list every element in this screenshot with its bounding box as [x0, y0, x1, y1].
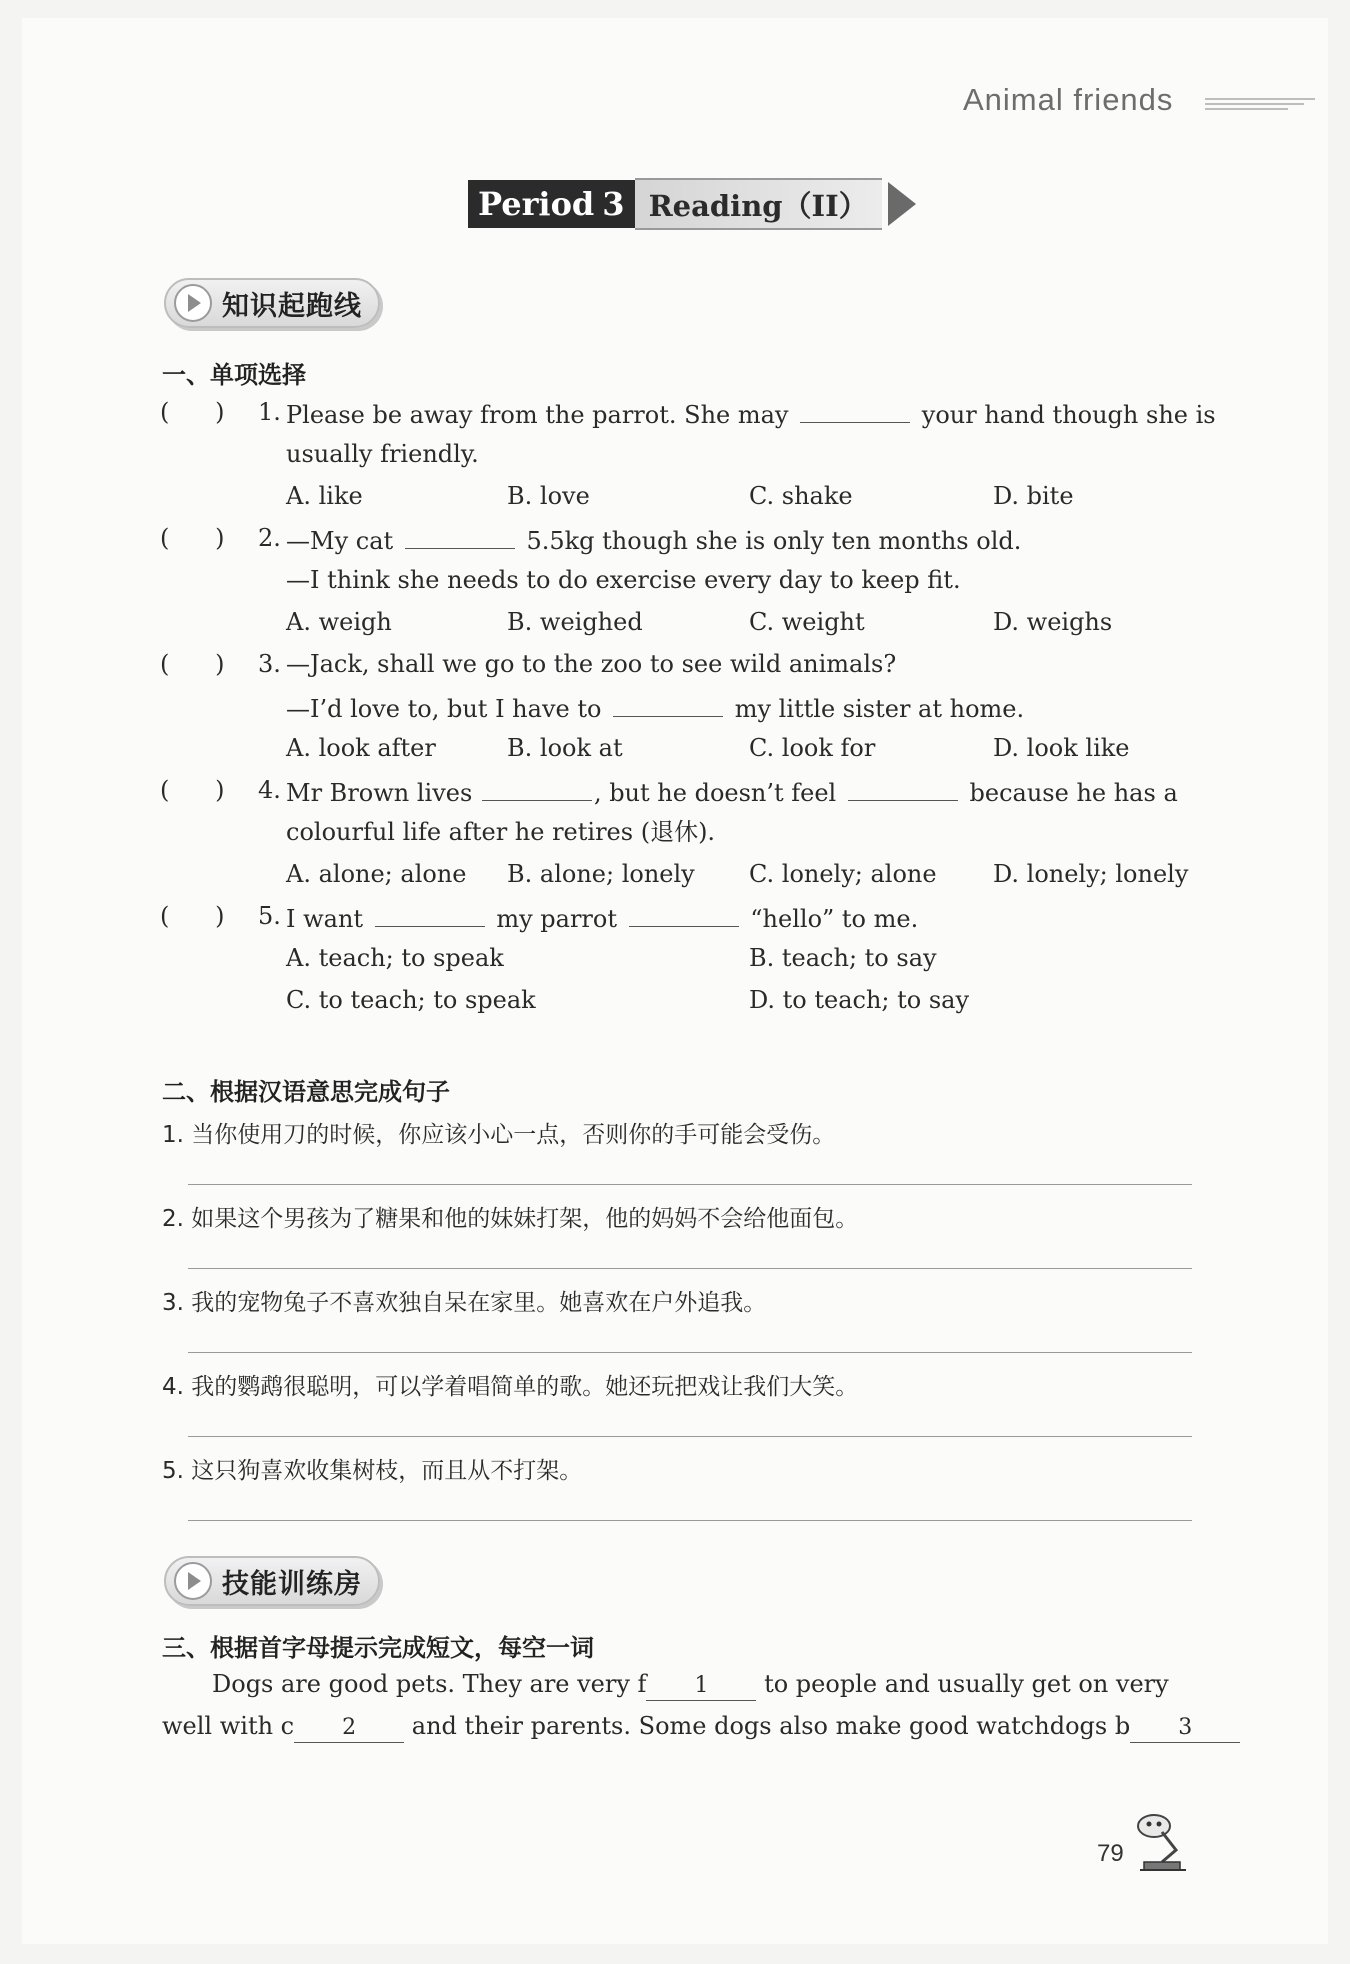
stem-text: my parrot [496, 905, 617, 933]
translation-item: 1. 当你使用刀的时候，你应该小心一点，否则你的手可能会受伤。 [162, 1122, 836, 1148]
option[interactable]: D. weighs [993, 608, 1113, 636]
option[interactable]: C. lonely; alone [749, 860, 937, 888]
play-icon [174, 284, 212, 322]
answer-line[interactable] [188, 1268, 1192, 1269]
option[interactable]: B. alone; lonely [507, 860, 695, 888]
period-number: 3 [602, 185, 625, 223]
part3-heading: 三、根据首字母提示完成短文，每空一词 [162, 1634, 594, 1662]
option[interactable]: C. to teach; to speak [286, 986, 536, 1014]
passage-text: Dogs are good pets. They are very f [212, 1670, 647, 1698]
stem-text: 5.5kg though she is only ten months old. [526, 527, 1022, 555]
answer-line[interactable] [188, 1436, 1192, 1437]
stem-text: Mr Brown lives [286, 779, 473, 807]
question-number: 5. [258, 902, 281, 930]
question-stem [286, 526, 1021, 553]
passage-line [212, 1672, 1169, 1701]
passage-text: to people and usually get on very [764, 1670, 1169, 1698]
stem-text: —I’d love to, but I have to [286, 695, 602, 723]
header-decoration-lines [1205, 98, 1315, 116]
question-number: 3. [258, 650, 281, 678]
part2-heading: 二、根据汉语意思完成句子 [162, 1078, 450, 1106]
answer-line[interactable] [188, 1520, 1192, 1521]
stem-continuation: usually friendly. [286, 440, 479, 468]
answer-paren: ( ) [160, 902, 225, 930]
stem-text: —My cat [286, 527, 394, 555]
answer-blank[interactable] [629, 904, 739, 927]
answer-line[interactable] [188, 1184, 1192, 1185]
option[interactable]: B. teach; to say [749, 944, 937, 972]
question-number: 2. [258, 524, 281, 552]
section-tab-knowledge [164, 278, 380, 328]
passage-blank[interactable]: 3 [1130, 1714, 1240, 1743]
stem-text: Please be away from the parrot. She may [286, 401, 789, 429]
passage-text: and their parents. Some dogs also make good watchdogs b [411, 1712, 1131, 1740]
page-number: 79 [1097, 1840, 1124, 1867]
passage-text: well with c [162, 1712, 295, 1740]
passage-blank[interactable]: 1 [646, 1672, 756, 1701]
stem-text: I want [286, 905, 364, 933]
stem-continuation [286, 694, 1024, 721]
section-tab-label: 技能训练房 [222, 1568, 362, 1600]
translation-item: 5. 这只狗喜欢收集树枝，而且从不打架。 [162, 1458, 583, 1484]
stem-continuation: —I think she needs to do exercise every day to keep fit. [286, 566, 961, 594]
period-word: Period [478, 185, 595, 223]
stem-text: because he has a [969, 779, 1178, 807]
banner-arrow-icon [888, 182, 916, 226]
part1-heading: 一、单项选择 [162, 361, 306, 389]
option[interactable]: A. like [286, 482, 363, 510]
answer-paren: ( ) [160, 776, 225, 804]
option[interactable]: A. teach; to speak [286, 944, 504, 972]
answer-blank[interactable] [482, 778, 592, 801]
option[interactable]: D. bite [993, 482, 1074, 510]
translation-item: 4. 我的鹦鹉很聪明，可以学着唱简单的歌。她还玩把戏让我们大笑。 [162, 1374, 859, 1400]
question-stem [286, 778, 1178, 805]
question-stem: —Jack, shall we go to the zoo to see wild animals? [286, 650, 897, 678]
option[interactable]: D. look like [993, 734, 1130, 762]
answer-paren: ( ) [160, 524, 225, 552]
passage-line [162, 1714, 1240, 1743]
answer-blank[interactable] [375, 904, 485, 927]
translation-item: 2. 如果这个男孩为了糖果和他的妹妹打架，他的妈妈不会给他面包。 [162, 1206, 859, 1232]
option[interactable]: A. weigh [286, 608, 392, 636]
option[interactable]: D. to teach; to say [749, 986, 970, 1014]
option[interactable]: A. look after [286, 734, 436, 762]
section-tab-skills [164, 1556, 380, 1606]
period-banner [468, 180, 916, 228]
option[interactable]: C. weight [749, 608, 865, 636]
option[interactable]: B. weighed [507, 608, 643, 636]
play-icon [174, 1562, 212, 1600]
answer-blank[interactable] [848, 778, 958, 801]
section-tab-label: 知识起跑线 [222, 290, 362, 322]
option[interactable]: C. look for [749, 734, 876, 762]
option[interactable]: B. love [507, 482, 590, 510]
lamp-mascot-icon [1132, 1810, 1194, 1876]
stem-continuation: colourful life after he retires (退休). [286, 818, 716, 846]
option[interactable]: A. alone; alone [286, 860, 467, 888]
answer-blank[interactable] [405, 526, 515, 549]
period-label [468, 180, 635, 228]
option[interactable]: C. shake [749, 482, 853, 510]
answer-paren: ( ) [160, 650, 225, 678]
lesson-title: Reading（II） [635, 178, 882, 230]
option[interactable]: B. look at [507, 734, 623, 762]
translation-item: 3. 我的宠物兔子不喜欢独自呆在家里。她喜欢在户外追我。 [162, 1290, 767, 1316]
stem-text: your hand though she is [921, 401, 1216, 429]
question-number: 4. [258, 776, 281, 804]
passage-blank[interactable]: 2 [294, 1714, 404, 1743]
question-stem [286, 904, 918, 931]
answer-paren: ( ) [160, 398, 225, 426]
stem-text: my little sister at home. [734, 695, 1025, 723]
answer-blank[interactable] [613, 694, 723, 717]
stem-text: , but he doesn’t feel [593, 779, 837, 807]
question-stem [286, 400, 1216, 427]
option[interactable]: D. lonely; lonely [993, 860, 1189, 888]
stem-text: “hello” to me. [750, 905, 919, 933]
answer-blank[interactable] [800, 400, 910, 423]
question-number: 1. [258, 398, 281, 426]
running-title: Animal friends [963, 82, 1174, 117]
answer-line[interactable] [188, 1352, 1192, 1353]
